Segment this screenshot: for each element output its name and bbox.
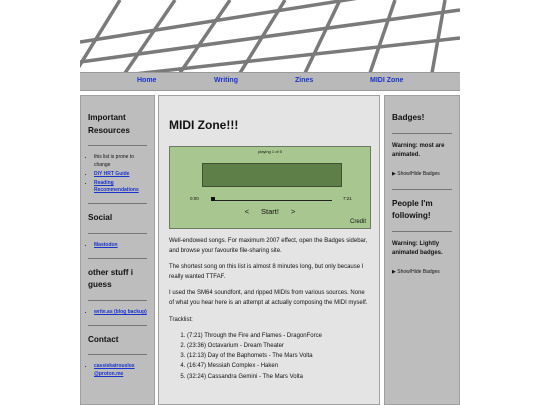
player-controls bbox=[170, 207, 370, 216]
track-item: 4. (16:47) Messiah Complex - Haken bbox=[187, 362, 369, 372]
time-elapsed: 0:00 bbox=[190, 196, 199, 201]
triangle-right-icon: ▶ bbox=[392, 170, 396, 177]
list-item bbox=[94, 171, 147, 179]
midi-player bbox=[169, 146, 371, 229]
diy-hrt-guide-link[interactable]: DIY HRT Guide bbox=[94, 170, 130, 177]
divider bbox=[88, 203, 147, 204]
reading-recommendations-link[interactable]: Reading Recommendations bbox=[94, 179, 139, 194]
tracklist bbox=[169, 332, 369, 382]
people-badges-warning: Warning: Lightly animated badges. bbox=[392, 241, 443, 257]
divider bbox=[88, 325, 147, 326]
track-item: 2. (23:36) Octavarium - Dream Theater bbox=[187, 342, 369, 352]
credit-link[interactable]: Credit bbox=[349, 219, 366, 225]
divider bbox=[88, 233, 147, 234]
show-hide-badges-toggle[interactable]: ▶ Show/Hide Badges bbox=[392, 170, 440, 177]
next-track-button[interactable]: > bbox=[290, 207, 296, 216]
important-resources-list bbox=[88, 154, 147, 195]
divider bbox=[88, 300, 147, 301]
divider bbox=[88, 145, 147, 146]
right-sidebar bbox=[384, 95, 460, 405]
grid-banner-image bbox=[80, 0, 460, 73]
playing-count: playing 1 of 5 bbox=[258, 149, 282, 154]
social-list bbox=[88, 242, 147, 250]
nav-writing-link[interactable]: Writing bbox=[214, 77, 238, 84]
people-following-heading: People I'm following! bbox=[392, 198, 433, 221]
main-content bbox=[158, 95, 380, 405]
contact-heading: Contact bbox=[88, 334, 119, 344]
track-item: 3. (12:13) Day of the Baphomets - The Mars Volta bbox=[187, 352, 369, 362]
list-item bbox=[94, 180, 147, 196]
nav-midi-zone-link[interactable]: MIDI Zone bbox=[370, 77, 404, 84]
track-item: 5. (32:24) Cassandra Gemini - The Mars Volta bbox=[187, 373, 369, 383]
page bbox=[80, 0, 460, 405]
track-item: 1. (7:21) Through the Fire and Flames - DragonForce bbox=[187, 332, 369, 342]
time-total: 7:21 bbox=[343, 196, 352, 201]
start-button[interactable]: Start! bbox=[261, 207, 279, 216]
social-heading: Social bbox=[88, 213, 113, 223]
badges-warning: Warning: most are animated. bbox=[392, 142, 445, 158]
divider bbox=[392, 133, 452, 134]
list-item: • this list is prone to change bbox=[94, 154, 147, 170]
top-nav bbox=[80, 73, 460, 91]
mastodon-link[interactable]: Mastodon bbox=[94, 241, 118, 248]
contact-email-link[interactable]: cassiekatrouslos @proton.me bbox=[94, 363, 135, 378]
nav-home-link[interactable]: Home bbox=[137, 77, 157, 84]
divider bbox=[392, 189, 452, 190]
blog-backup-link[interactable]: write.as (blog backup) bbox=[94, 309, 147, 316]
seek-handle[interactable] bbox=[211, 197, 215, 201]
left-sidebar bbox=[80, 95, 155, 405]
intro-paragraph: Well-endowed songs. For maximum 2007 effect, open the Badges sidebar, and browse your favourite file-sharing site. bbox=[169, 238, 368, 254]
divider bbox=[88, 354, 147, 355]
soundfont-paragraph: I used the SM64 soundfont, and ripped MIDIs from various sources. None of what you hear here is an attempt at actually composing the MIDI myself. bbox=[169, 290, 368, 306]
list-item bbox=[94, 363, 147, 379]
other-stuff-heading: other stuff i guess bbox=[88, 267, 134, 290]
list-item bbox=[94, 242, 147, 250]
divider bbox=[392, 231, 452, 232]
seek-bar[interactable] bbox=[212, 200, 332, 201]
triangle-right-icon: ▶ bbox=[392, 269, 396, 276]
page-title: MIDI Zone!!! bbox=[169, 118, 239, 132]
contact-list bbox=[88, 363, 147, 379]
tracklist-label: Tracklist: bbox=[169, 316, 193, 323]
nav-zines-link[interactable]: Zines bbox=[295, 77, 314, 84]
show-hide-people-badges-toggle[interactable]: ▶ Show/Hide Badges bbox=[392, 269, 440, 276]
divider bbox=[88, 258, 147, 259]
header-banner bbox=[80, 0, 460, 73]
list-item bbox=[94, 309, 147, 317]
important-resources-heading: Important Resources bbox=[88, 113, 130, 135]
player-display bbox=[202, 163, 342, 187]
shortest-song-paragraph: The shortest song on this list is almost 8 minutes long, but only because I really wanted TTFAF. bbox=[169, 264, 364, 280]
badges-heading: Badges! bbox=[392, 113, 425, 122]
other-stuff-list bbox=[88, 309, 147, 317]
previous-track-button[interactable]: < bbox=[244, 207, 250, 216]
